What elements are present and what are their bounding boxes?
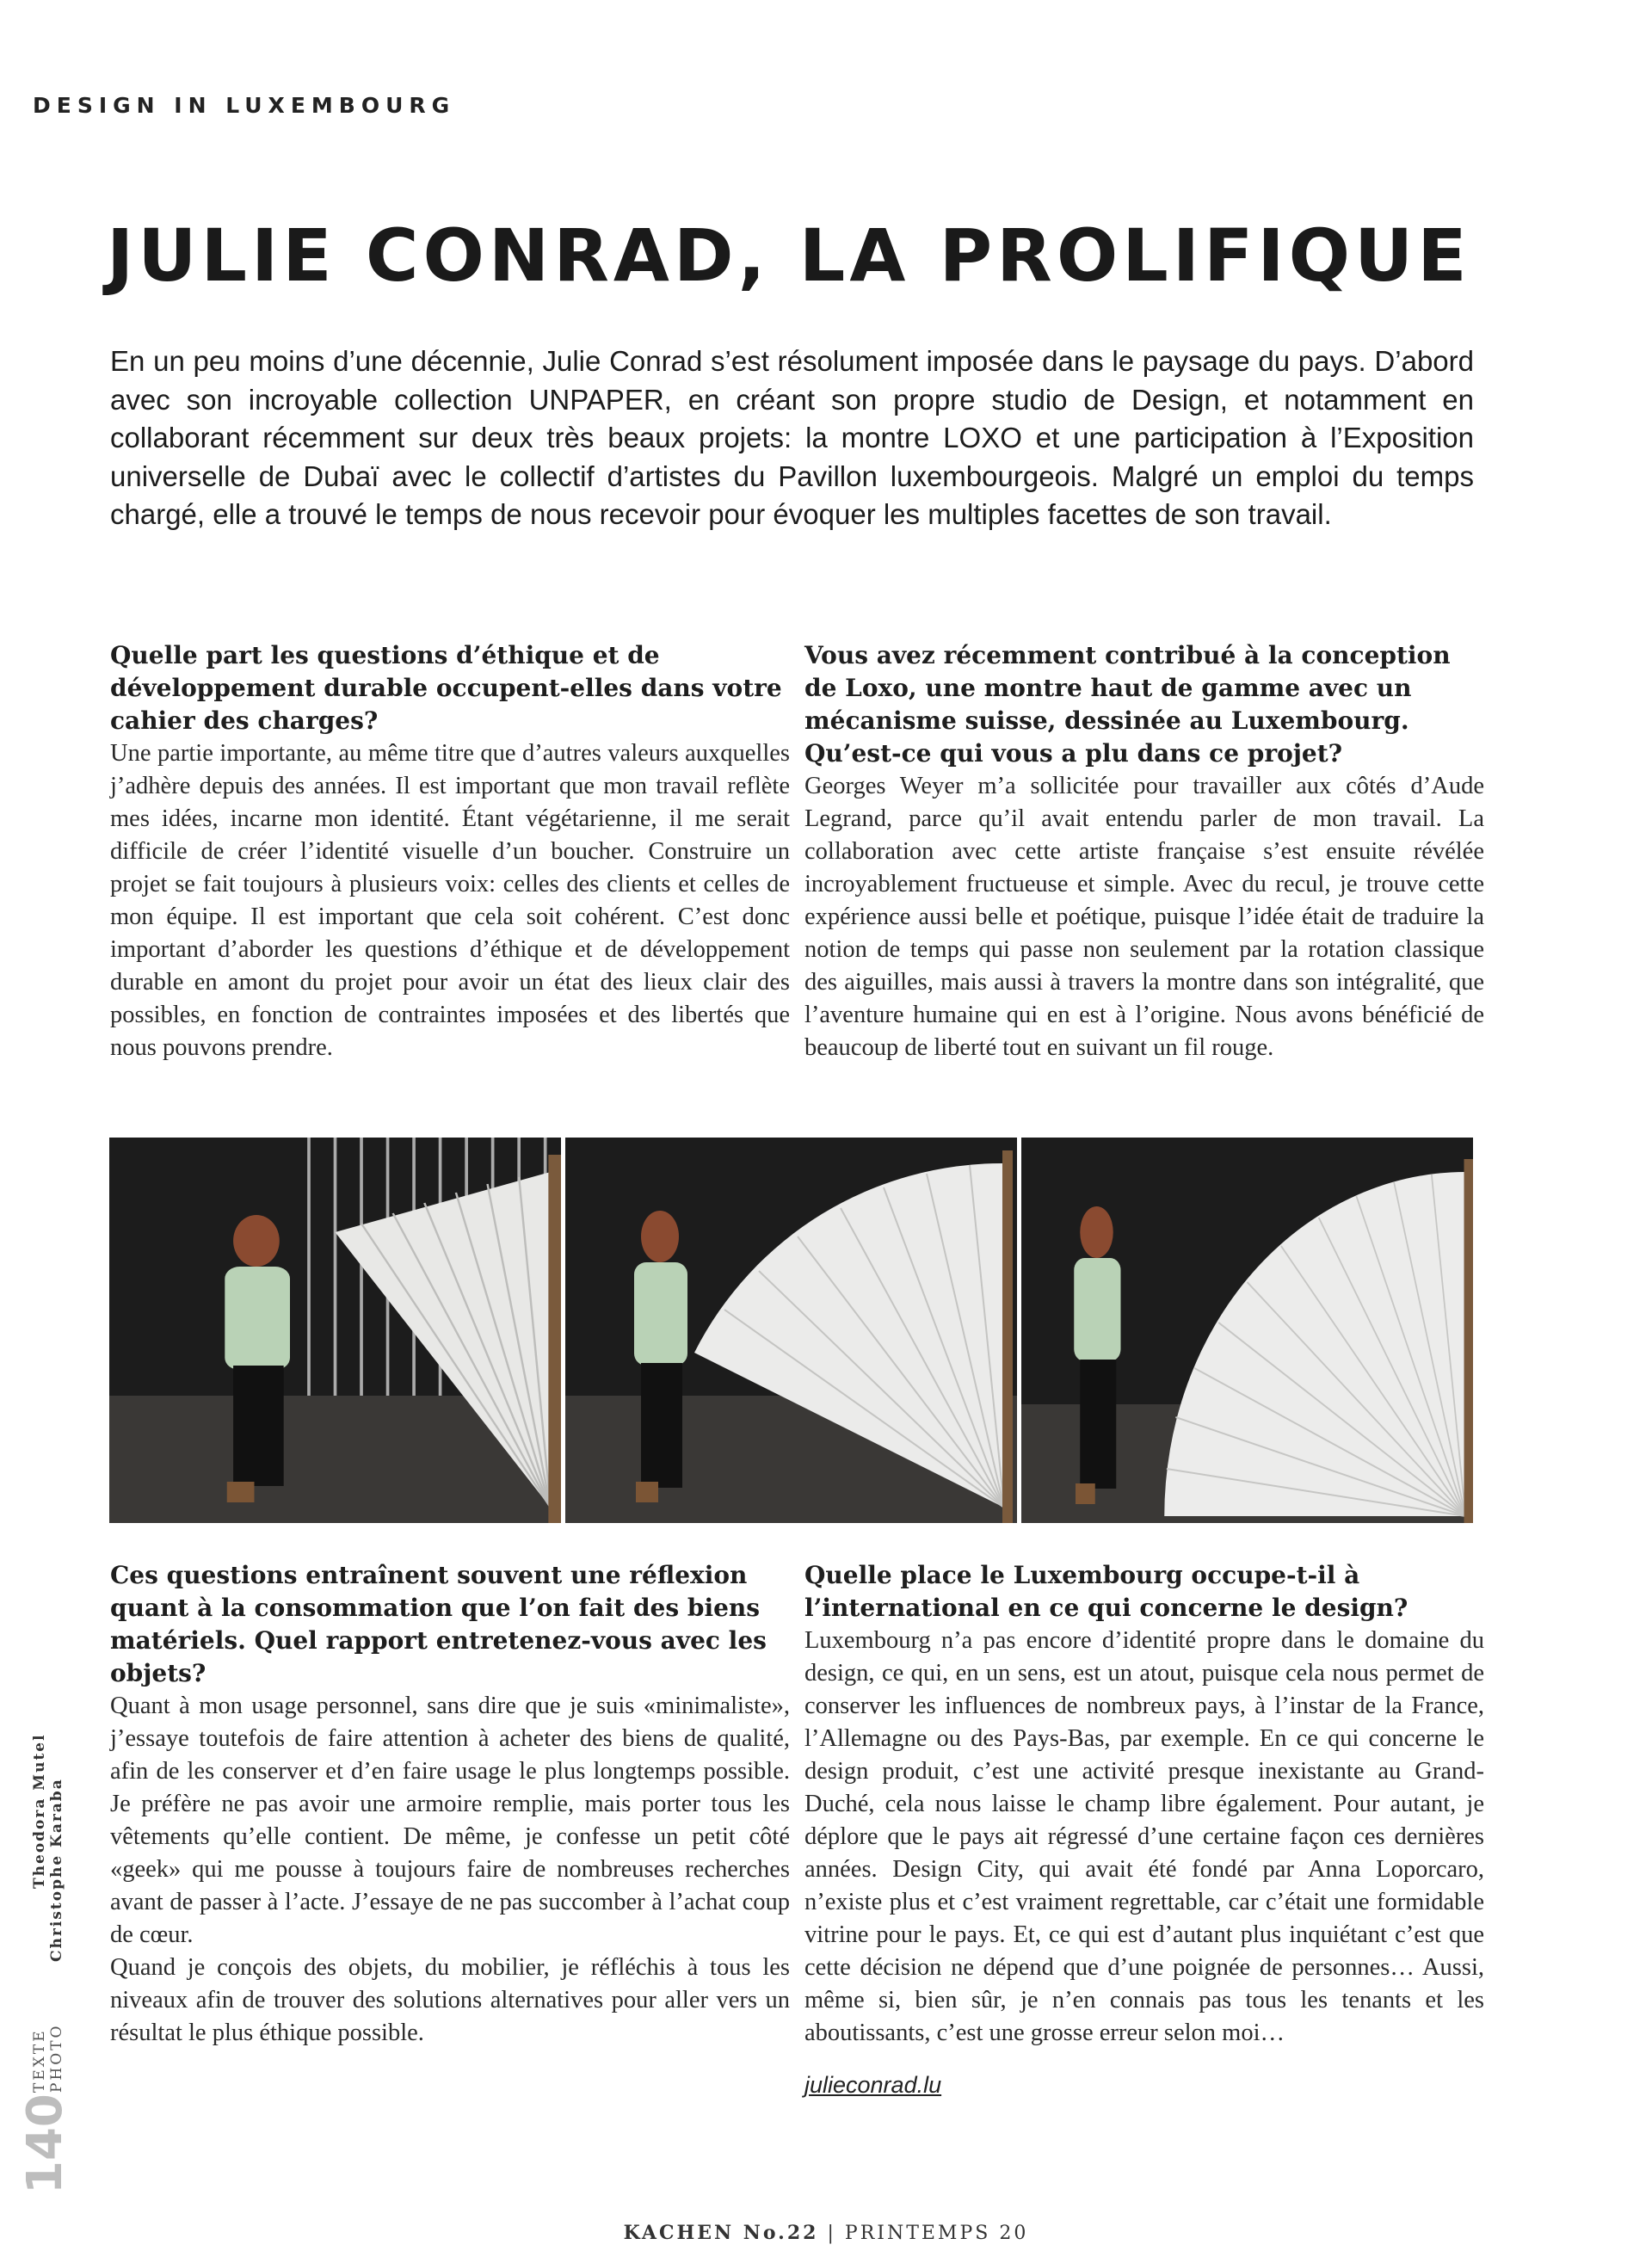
qa-block-ethics xyxy=(110,639,790,1064)
photo-fan-small xyxy=(109,1138,561,1523)
footer-separator: | xyxy=(827,2223,836,2244)
website-link[interactable]: julieconrad.lu xyxy=(804,2072,942,2098)
answer-consumption-1: Quant à mon usage personnel, sans dire que je suis «minimaliste», j’essaye toutefois de faire attention à acheter des biens de qualité, afin de les conserver et d’en faire usage le plus longtemps possible. Je préfère ne pas avoir une armoire remplie, mais porter tous les vêtements qu’elle contient. De même, je confesse un petit côté «geek» qui me pousse à toujours faire de nombreuses recherches avant de passer à l’acte. J’essaye de ne pas succomber à l’achat coup de cœur. xyxy=(110,1693,790,1948)
footer-issue: PRINTEMPS 20 xyxy=(844,2223,1029,2244)
question-ethics: Quelle part les questions d’éthique et de développement durable occupent-elles dans votre cahier des charges? xyxy=(110,641,782,735)
question-consumption: Ces questions entraînent souvent une réflexion quant à la consommation que l’on fait des biens matériels. Quel rapport entretenez-vous avec les objets? xyxy=(110,1561,767,1687)
photo-strip xyxy=(109,1138,1473,1523)
article-title: JULIE CONRAD, LA PROLIFIQUE xyxy=(107,213,1471,298)
answer-ethics: Une partie importante, au même titre que d’autres valeurs auxquelles j’adhère depuis des années. Il est important que mon travail reflète mes idées, incarne mon identité. Étant végétarienne, il me serait difficile de créer l’identité visuelle d’un boucher. Construire un projet se fait toujours à plusieurs voix: celles des clients et celles de mon équipe. Il est important que cela soit cohérent. C’est donc important d’aborder les questions d’éthique et de développement durable en amont du projet pour avoir un état des lieux clair des possibles, en fonction de contraintes imposées et des libertés que nous pouvons prendre. xyxy=(110,740,790,1061)
footer xyxy=(0,2222,1652,2244)
photo-fan-full xyxy=(1021,1138,1473,1523)
qa-block-luxembourg xyxy=(804,1559,1484,2099)
section-label: DESIGN IN LUXEMBOURG xyxy=(33,93,456,118)
credit-texte-name: Theodora Mutel xyxy=(31,1733,48,1889)
question-loxo: Vous avez récemment contribué à la conception de Loxo, une montre haut de gamme avec un mécanisme suisse, dessinée au Luxembourg. Qu’est-ce qui vous a plu dans ce projet? xyxy=(804,641,1451,768)
question-luxembourg: Quelle place le Luxembourg occupe-t-il à l’international en ce qui concerne le design? xyxy=(804,1561,1409,1622)
article-intro: En un peu moins d’une décennie, Julie Conrad s’est résolument imposée dans le paysage du pays. D’abord avec son incroyable collection UNPAPER, en créant son propre studio de Design, et notamment en collaborant récemment sur deux très beaux projets: la montre LOXO et une participation à l’Exposition universelle de Dubaï avec le collectif d’artistes du Pavillon luxembourgeois. Malgré un emploi du temps chargé, elle a trouvé le temps de nous recevoir pour évoquer les multiples facettes de son travail. xyxy=(110,345,1474,530)
page-number: 140 xyxy=(17,2094,73,2194)
qa-block-consumption xyxy=(110,1559,790,2050)
qa-block-loxo xyxy=(804,639,1484,1064)
photo-fan-half xyxy=(565,1138,1017,1523)
footer-magazine: KACHEN No.22 xyxy=(623,2222,819,2244)
answer-luxembourg: Luxembourg n’a pas encore d’identité propre dans le domaine du design, ce qui, en un sens, est un atout, puisque cela nous permet de conserver les influences de nombreux pays, à l’instar de la France, l’Allemagne ou des Pays-Bas, par exemple. En ce qui concerne le design produit, c’est une activité presque inexistante au Grand-Duché, cela nous laisse le champ libre également. Pour autant, je déplore que le pays ait régressé d’une certaine façon ces dernières années. Design City, qui avait été fondé par Anna Loporcaro, n’existe plus et c’est vraiment regrettable, car c’était une formidable vitrine pour le pays. Et, ce qui est d’autant plus inquiétant c’est que cette décision ne dépend que d’une poignée de personnes… Aussi, même si, bien sûr, je n’en connais pas tous les tenants et les aboutissants, c’est une grosse erreur selon moi… xyxy=(804,1627,1484,2046)
credit-texte-label: TEXTE xyxy=(31,2028,48,2093)
answer-loxo: Georges Weyer m’a sollicitée pour travailler aux côtés d’Aude Legrand, parce qu’il avait entendu parler de mon travail. La collaboration avec cette artiste française s’est ensuite révélée incroyablement fructueuse et simple. Avec du recul, je trouve cette expérience aussi belle et poétique, puisque l’idée était de traduire la notion de temps qui passe non seulement par la rotation classique des aiguilles, mais aussi à travers la montre dans son intégralité, que l’aventure humaine qui en est à l’origine. Nous avons bénéficié de beaucoup de liberté tout en suivant un fil rouge. xyxy=(804,773,1484,1061)
credit-photo-name: Christophe Karaba xyxy=(48,1778,65,1962)
credit-photo-label: PHOTO xyxy=(48,2023,65,2093)
answer-consumption-2: Quand je conçois des objets, du mobilier, je réfléchis à tous les niveaux afin de trouver des solutions alternatives pour aller vers un résultat le plus éthique possible. xyxy=(110,1954,790,2046)
